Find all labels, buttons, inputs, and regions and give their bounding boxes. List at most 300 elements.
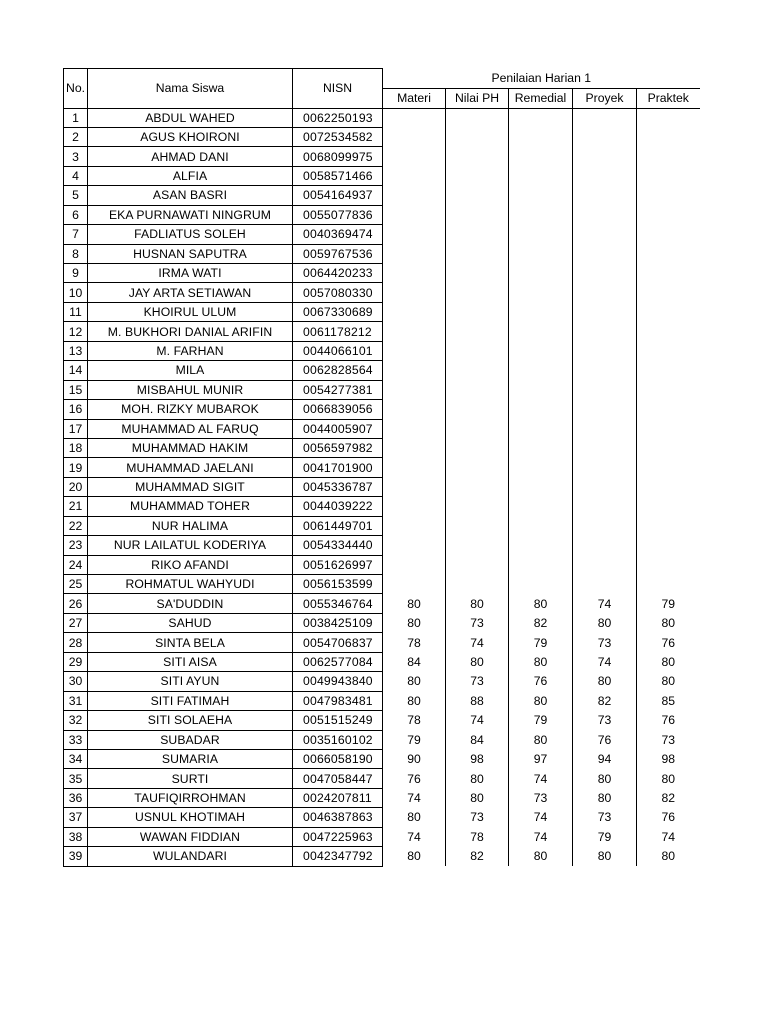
table-row <box>64 613 700 632</box>
cell-nilai-ph: 78 <box>446 827 509 846</box>
cell-nisn: 0038425109 <box>293 613 383 632</box>
cell-praktek <box>637 477 700 496</box>
table-row <box>64 652 700 671</box>
cell-proyek <box>573 555 637 574</box>
cell-name: SITI AISA <box>88 652 293 671</box>
cell-nilai-ph: 98 <box>446 749 509 768</box>
grade-table <box>63 68 700 867</box>
cell-remedial <box>509 458 573 477</box>
cell-materi: 80 <box>383 594 446 613</box>
cell-materi: 74 <box>383 788 446 807</box>
cell-no: 23 <box>64 536 88 555</box>
cell-no: 6 <box>64 205 88 224</box>
cell-praktek <box>637 361 700 380</box>
cell-remedial <box>509 438 573 457</box>
cell-remedial <box>509 283 573 302</box>
cell-praktek: 82 <box>637 788 700 807</box>
table-row <box>64 341 700 360</box>
cell-remedial: 80 <box>509 847 573 866</box>
cell-praktek <box>637 186 700 205</box>
cell-remedial: 80 <box>509 652 573 671</box>
cell-remedial <box>509 341 573 360</box>
cell-proyek <box>573 536 637 555</box>
cell-materi <box>383 108 446 127</box>
cell-proyek <box>573 575 637 594</box>
cell-praktek <box>637 536 700 555</box>
cell-name: MUHAMMAD JAELANI <box>88 458 293 477</box>
cell-no: 11 <box>64 302 88 321</box>
cell-proyek <box>573 400 637 419</box>
cell-name: M. FARHAN <box>88 341 293 360</box>
header-proyek: Proyek <box>573 88 637 108</box>
cell-nilai-ph <box>446 341 509 360</box>
header-remedial: Remedial <box>509 88 573 108</box>
cell-nisn: 0064420233 <box>293 264 383 283</box>
cell-name: M. BUKHORI DANIAL ARIFIN <box>88 322 293 341</box>
cell-no: 34 <box>64 749 88 768</box>
cell-proyek <box>573 127 637 146</box>
cell-name: TAUFIQIRROHMAN <box>88 788 293 807</box>
cell-no: 25 <box>64 575 88 594</box>
table-row <box>64 575 700 594</box>
cell-remedial <box>509 244 573 263</box>
cell-name: MUHAMMAD AL FARUQ <box>88 419 293 438</box>
table-row <box>64 419 700 438</box>
cell-proyek: 80 <box>573 613 637 632</box>
cell-no: 27 <box>64 613 88 632</box>
cell-proyek <box>573 322 637 341</box>
cell-materi <box>383 186 446 205</box>
cell-praktek <box>637 283 700 302</box>
cell-no: 35 <box>64 769 88 788</box>
table-row <box>64 594 700 613</box>
cell-name: MOH. RIZKY MUBAROK <box>88 400 293 419</box>
cell-remedial: 74 <box>509 769 573 788</box>
cell-name: JAY ARTA SETIAWAN <box>88 283 293 302</box>
cell-materi: 74 <box>383 827 446 846</box>
cell-remedial: 79 <box>509 633 573 652</box>
cell-proyek <box>573 361 637 380</box>
table-row <box>64 691 700 710</box>
cell-praktek <box>637 400 700 419</box>
cell-proyek <box>573 380 637 399</box>
cell-nilai-ph: 80 <box>446 594 509 613</box>
table-row <box>64 497 700 516</box>
cell-praktek <box>637 205 700 224</box>
table-row <box>64 827 700 846</box>
cell-materi: 79 <box>383 730 446 749</box>
cell-praktek <box>637 497 700 516</box>
cell-materi: 80 <box>383 808 446 827</box>
cell-materi <box>383 147 446 166</box>
cell-no: 33 <box>64 730 88 749</box>
cell-proyek <box>573 477 637 496</box>
cell-praktek <box>637 555 700 574</box>
cell-materi <box>383 536 446 555</box>
cell-no: 26 <box>64 594 88 613</box>
cell-no: 8 <box>64 244 88 263</box>
cell-remedial: 76 <box>509 672 573 691</box>
cell-nilai-ph: 88 <box>446 691 509 710</box>
cell-no: 29 <box>64 652 88 671</box>
cell-praktek <box>637 225 700 244</box>
cell-praktek <box>637 341 700 360</box>
cell-no: 38 <box>64 827 88 846</box>
cell-nilai-ph <box>446 458 509 477</box>
cell-name: NUR HALIMA <box>88 516 293 535</box>
cell-praktek <box>637 127 700 146</box>
cell-remedial <box>509 361 573 380</box>
cell-no: 15 <box>64 380 88 399</box>
cell-nilai-ph: 73 <box>446 672 509 691</box>
table-row <box>64 283 700 302</box>
cell-proyek: 73 <box>573 711 637 730</box>
cell-proyek: 80 <box>573 769 637 788</box>
cell-nilai-ph <box>446 186 509 205</box>
cell-remedial <box>509 555 573 574</box>
table-row <box>64 205 700 224</box>
cell-nilai-ph <box>446 264 509 283</box>
cell-no: 28 <box>64 633 88 652</box>
cell-materi: 80 <box>383 691 446 710</box>
cell-name: USNUL KHOTIMAH <box>88 808 293 827</box>
cell-name: MUHAMMAD SIGIT <box>88 477 293 496</box>
cell-proyek <box>573 341 637 360</box>
cell-no: 16 <box>64 400 88 419</box>
cell-praktek <box>637 147 700 166</box>
cell-name: WAWAN FIDDIAN <box>88 827 293 846</box>
cell-name: MILA <box>88 361 293 380</box>
cell-praktek <box>637 380 700 399</box>
cell-nisn: 0054164937 <box>293 186 383 205</box>
cell-name: SUBADAR <box>88 730 293 749</box>
cell-praktek <box>637 575 700 594</box>
cell-no: 14 <box>64 361 88 380</box>
cell-remedial <box>509 575 573 594</box>
cell-proyek <box>573 419 637 438</box>
cell-remedial <box>509 380 573 399</box>
cell-name: SURTI <box>88 769 293 788</box>
cell-remedial: 74 <box>509 827 573 846</box>
cell-praktek <box>637 438 700 457</box>
cell-no: 32 <box>64 711 88 730</box>
cell-nilai-ph <box>446 555 509 574</box>
cell-proyek: 73 <box>573 633 637 652</box>
cell-proyek: 80 <box>573 672 637 691</box>
table-row <box>64 361 700 380</box>
cell-no: 7 <box>64 225 88 244</box>
cell-nilai-ph <box>446 166 509 185</box>
header-name: Nama Siswa <box>88 69 293 109</box>
cell-remedial <box>509 127 573 146</box>
cell-name: RIKO AFANDI <box>88 555 293 574</box>
cell-nisn: 0062828564 <box>293 361 383 380</box>
cell-proyek: 82 <box>573 691 637 710</box>
cell-materi <box>383 458 446 477</box>
cell-proyek: 74 <box>573 652 637 671</box>
cell-no: 22 <box>64 516 88 535</box>
cell-no: 3 <box>64 147 88 166</box>
cell-praktek: 80 <box>637 769 700 788</box>
cell-remedial <box>509 205 573 224</box>
cell-name: SITI FATIMAH <box>88 691 293 710</box>
cell-materi <box>383 225 446 244</box>
table-row <box>64 147 700 166</box>
cell-proyek <box>573 244 637 263</box>
cell-no: 20 <box>64 477 88 496</box>
cell-remedial <box>509 186 573 205</box>
cell-name: FADLIATUS SOLEH <box>88 225 293 244</box>
cell-remedial: 73 <box>509 788 573 807</box>
table-row <box>64 127 700 146</box>
table-row <box>64 225 700 244</box>
cell-nilai-ph <box>446 147 509 166</box>
cell-no: 18 <box>64 438 88 457</box>
header-materi: Materi <box>383 88 446 108</box>
cell-proyek: 80 <box>573 788 637 807</box>
cell-materi: 76 <box>383 769 446 788</box>
cell-proyek: 79 <box>573 827 637 846</box>
cell-materi <box>383 438 446 457</box>
cell-materi <box>383 127 446 146</box>
cell-materi <box>383 400 446 419</box>
cell-nilai-ph <box>446 108 509 127</box>
cell-nilai-ph <box>446 380 509 399</box>
cell-nisn: 0051626997 <box>293 555 383 574</box>
cell-nisn: 0067330689 <box>293 302 383 321</box>
cell-praktek <box>637 264 700 283</box>
cell-praktek: 74 <box>637 827 700 846</box>
cell-praktek: 76 <box>637 633 700 652</box>
cell-no: 2 <box>64 127 88 146</box>
header-nilai-ph: Nilai PH <box>446 88 509 108</box>
cell-materi <box>383 341 446 360</box>
table-row <box>64 477 700 496</box>
cell-nilai-ph: 80 <box>446 788 509 807</box>
cell-remedial <box>509 536 573 555</box>
cell-materi: 90 <box>383 749 446 768</box>
table-row <box>64 769 700 788</box>
cell-proyek <box>573 166 637 185</box>
cell-materi <box>383 283 446 302</box>
cell-name: MUHAMMAD HAKIM <box>88 438 293 457</box>
cell-praktek: 80 <box>637 652 700 671</box>
cell-nisn: 0044005907 <box>293 419 383 438</box>
cell-name: SAHUD <box>88 613 293 632</box>
cell-materi <box>383 516 446 535</box>
cell-nilai-ph: 73 <box>446 613 509 632</box>
cell-nisn: 0047058447 <box>293 769 383 788</box>
table-row <box>64 244 700 263</box>
cell-materi <box>383 575 446 594</box>
cell-remedial <box>509 302 573 321</box>
cell-proyek: 73 <box>573 808 637 827</box>
cell-nisn: 0062250193 <box>293 108 383 127</box>
cell-materi <box>383 477 446 496</box>
cell-nilai-ph <box>446 575 509 594</box>
cell-remedial: 80 <box>509 691 573 710</box>
cell-nisn: 0047225963 <box>293 827 383 846</box>
cell-name: SITI SOLAEHA <box>88 711 293 730</box>
cell-materi <box>383 244 446 263</box>
cell-name: EKA PURNAWATI NINGRUM <box>88 205 293 224</box>
table-row <box>64 166 700 185</box>
cell-nisn: 0035160102 <box>293 730 383 749</box>
table-row <box>64 516 700 535</box>
cell-praktek: 98 <box>637 749 700 768</box>
cell-no: 31 <box>64 691 88 710</box>
cell-nilai-ph: 80 <box>446 652 509 671</box>
table-row <box>64 458 700 477</box>
cell-no: 13 <box>64 341 88 360</box>
cell-nilai-ph <box>446 536 509 555</box>
cell-no: 9 <box>64 264 88 283</box>
table-row <box>64 536 700 555</box>
cell-materi <box>383 497 446 516</box>
cell-proyek <box>573 108 637 127</box>
cell-nilai-ph <box>446 477 509 496</box>
cell-name: KHOIRUL ULUM <box>88 302 293 321</box>
cell-remedial <box>509 497 573 516</box>
cell-name: HUSNAN SAPUTRA <box>88 244 293 263</box>
cell-praktek: 80 <box>637 847 700 866</box>
table-row <box>64 749 700 768</box>
cell-name: SITI AYUN <box>88 672 293 691</box>
cell-nisn: 0045336787 <box>293 477 383 496</box>
grade-sheet <box>63 68 700 867</box>
cell-nilai-ph <box>446 438 509 457</box>
cell-nisn: 0055346764 <box>293 594 383 613</box>
cell-nilai-ph <box>446 497 509 516</box>
cell-no: 30 <box>64 672 88 691</box>
cell-remedial <box>509 264 573 283</box>
cell-proyek <box>573 438 637 457</box>
header-no: No. <box>64 69 88 109</box>
cell-nisn: 0046387863 <box>293 808 383 827</box>
cell-praktek: 79 <box>637 594 700 613</box>
cell-no: 1 <box>64 108 88 127</box>
cell-proyek <box>573 225 637 244</box>
cell-nisn: 0061449701 <box>293 516 383 535</box>
cell-praktek: 76 <box>637 808 700 827</box>
cell-nisn: 0066839056 <box>293 400 383 419</box>
cell-praktek <box>637 166 700 185</box>
cell-remedial <box>509 322 573 341</box>
cell-name: ABDUL WAHED <box>88 108 293 127</box>
cell-proyek <box>573 302 637 321</box>
table-row <box>64 438 700 457</box>
cell-nilai-ph <box>446 244 509 263</box>
cell-remedial: 79 <box>509 711 573 730</box>
cell-nisn: 0058571466 <box>293 166 383 185</box>
cell-praktek <box>637 419 700 438</box>
cell-materi: 78 <box>383 633 446 652</box>
cell-materi: 84 <box>383 652 446 671</box>
header-group-penilaian: Penilaian Harian 1 <box>383 69 700 89</box>
cell-remedial <box>509 147 573 166</box>
cell-nisn: 0049943840 <box>293 672 383 691</box>
header-praktek: Praktek <box>637 88 700 108</box>
cell-praktek: 80 <box>637 672 700 691</box>
cell-nisn: 0066058190 <box>293 749 383 768</box>
cell-nilai-ph: 73 <box>446 808 509 827</box>
cell-nisn: 0041701900 <box>293 458 383 477</box>
cell-praktek <box>637 322 700 341</box>
cell-nilai-ph <box>446 516 509 535</box>
cell-proyek <box>573 205 637 224</box>
cell-nisn: 0056597982 <box>293 438 383 457</box>
cell-remedial <box>509 419 573 438</box>
cell-name: AGUS KHOIRONI <box>88 127 293 146</box>
cell-remedial <box>509 400 573 419</box>
cell-materi: 78 <box>383 711 446 730</box>
cell-no: 17 <box>64 419 88 438</box>
cell-proyek <box>573 264 637 283</box>
cell-nisn: 0061178212 <box>293 322 383 341</box>
cell-materi <box>383 380 446 399</box>
cell-praktek <box>637 516 700 535</box>
table-body <box>64 108 700 866</box>
cell-nisn: 0056153599 <box>293 575 383 594</box>
cell-name: IRMA WATI <box>88 264 293 283</box>
cell-nisn: 0072534582 <box>293 127 383 146</box>
cell-materi <box>383 322 446 341</box>
cell-nisn: 0044039222 <box>293 497 383 516</box>
cell-no: 21 <box>64 497 88 516</box>
cell-nilai-ph <box>446 322 509 341</box>
cell-materi <box>383 205 446 224</box>
cell-praktek: 76 <box>637 711 700 730</box>
cell-name: SA'DUDDIN <box>88 594 293 613</box>
cell-name: WULANDARI <box>88 847 293 866</box>
cell-proyek: 80 <box>573 847 637 866</box>
table-row <box>64 847 700 866</box>
cell-no: 5 <box>64 186 88 205</box>
cell-proyek: 74 <box>573 594 637 613</box>
cell-proyek <box>573 458 637 477</box>
cell-proyek <box>573 186 637 205</box>
cell-nilai-ph: 74 <box>446 633 509 652</box>
cell-nisn: 0068099975 <box>293 147 383 166</box>
cell-praktek <box>637 108 700 127</box>
cell-nisn: 0054706837 <box>293 633 383 652</box>
cell-name: SINTA BELA <box>88 633 293 652</box>
cell-praktek: 85 <box>637 691 700 710</box>
table-row <box>64 400 700 419</box>
cell-nisn: 0051515249 <box>293 711 383 730</box>
cell-nisn: 0057080330 <box>293 283 383 302</box>
cell-praktek <box>637 302 700 321</box>
cell-nisn: 0055077836 <box>293 205 383 224</box>
cell-nisn: 0054334440 <box>293 536 383 555</box>
cell-nisn: 0024207811 <box>293 788 383 807</box>
table-row <box>64 302 700 321</box>
cell-proyek: 94 <box>573 749 637 768</box>
cell-praktek <box>637 244 700 263</box>
table-row <box>64 672 700 691</box>
cell-nilai-ph: 84 <box>446 730 509 749</box>
cell-no: 4 <box>64 166 88 185</box>
header-nisn: NISN <box>293 69 383 109</box>
cell-nilai-ph <box>446 225 509 244</box>
cell-nilai-ph <box>446 283 509 302</box>
table-row <box>64 730 700 749</box>
cell-name: AHMAD DANI <box>88 147 293 166</box>
cell-nilai-ph <box>446 419 509 438</box>
cell-nilai-ph: 74 <box>446 711 509 730</box>
cell-no: 36 <box>64 788 88 807</box>
cell-name: ALFIA <box>88 166 293 185</box>
